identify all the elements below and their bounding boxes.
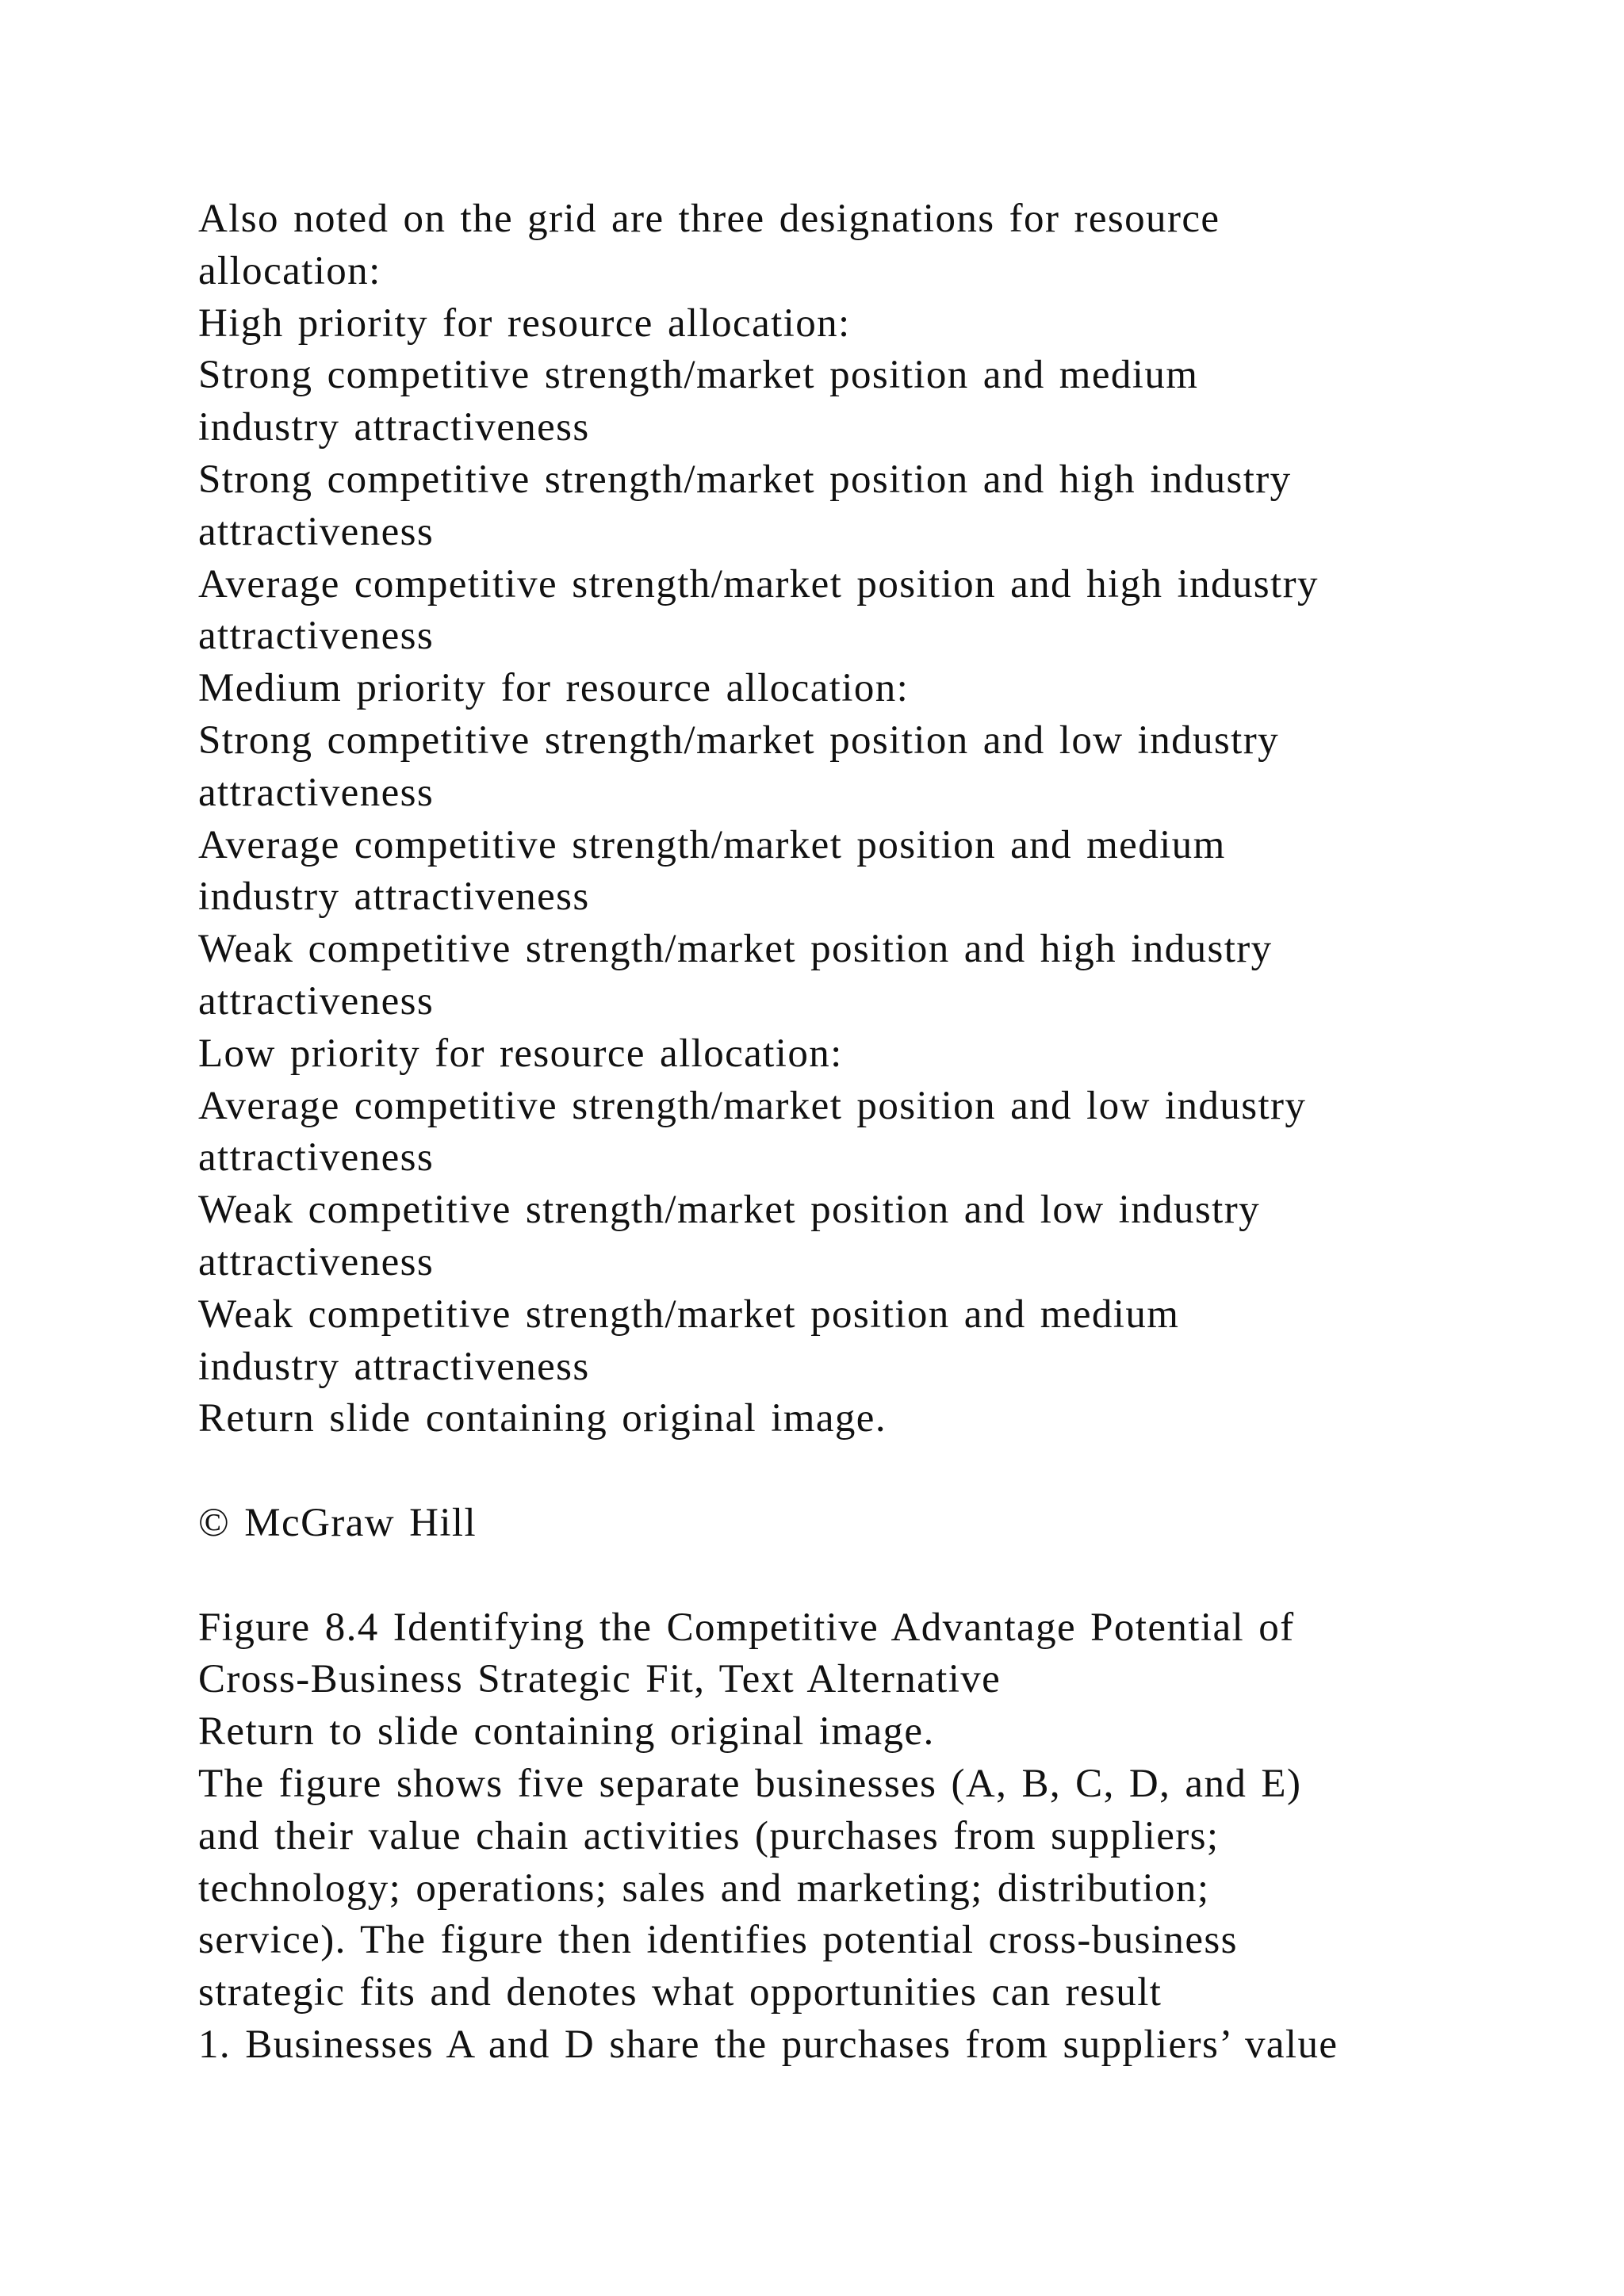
text-line: The figure shows five separate businesses (A, B, C, D, and E) — [198, 1761, 1302, 1806]
text-line: industry attractiveness — [198, 1344, 590, 1389]
text-line: 1. Businesses A and D share the purchases from suppliers’ value — [198, 2022, 1339, 2067]
text-line: Strong competitive strength/market position and medium — [198, 353, 1199, 398]
text-line: Also noted on the grid are three designations for resource — [198, 197, 1220, 241]
document-body — [198, 193, 1515, 2072]
copyright-notice: © McGraw Hill — [198, 1500, 477, 1545]
section-heading-high-priority: High priority for resource allocation: — [198, 300, 851, 346]
text-line: Weak competitive strength/market position and high industry — [198, 927, 1273, 972]
text-line: Strong competitive strength/market position and high industry — [198, 457, 1292, 502]
text-line: attractiveness — [198, 978, 435, 1024]
text-line: strategic fits and denotes what opportunities can result — [198, 1970, 1162, 2015]
text-line: attractiveness — [198, 1239, 435, 1284]
text-line: attractiveness — [198, 614, 435, 659]
return-slide-link[interactable]: Return slide containing original image. — [198, 1396, 887, 1441]
text-line: Weak competitive strength/market position and low industry — [198, 1188, 1261, 1233]
text-line: industry attractiveness — [198, 405, 590, 450]
text-line: and their value chain activities (purchases from suppliers; — [198, 1813, 1220, 1858]
section-heading-medium-priority: Medium priority for resource allocation: — [198, 666, 910, 711]
text-line: Average competitive strength/market position and low industry — [198, 1083, 1307, 1128]
text-line: allocation: — [198, 248, 381, 293]
return-to-slide-link[interactable]: Return to slide containing original image. — [198, 1709, 935, 1755]
text-line: Weak competitive strength/market position and medium — [198, 1292, 1180, 1337]
text-line: attractiveness — [198, 1135, 435, 1181]
figure-title: Figure 8.4 Identifying the Competitive Advantage Potential of — [198, 1605, 1295, 1650]
figure-title: Cross-Business Strategic Fit, Text Alternative — [198, 1657, 1002, 1702]
text-line: attractiveness — [198, 509, 435, 554]
text-line: Average competitive strength/market position and high industry — [198, 561, 1319, 607]
section-heading-low-priority: Low priority for resource allocation: — [198, 1031, 843, 1076]
text-line: Strong competitive strength/market position and low industry — [198, 718, 1280, 763]
text-line: industry attractiveness — [198, 874, 590, 920]
text-line: attractiveness — [198, 770, 435, 815]
blank-line — [198, 1550, 1515, 1602]
blank-line — [198, 1445, 1515, 1498]
text-line: technology; operations; sales and marketing; distribution; — [198, 1866, 1210, 1911]
text-line: service). The figure then identifies potential cross-business — [198, 1918, 1238, 1963]
text-line: Average competitive strength/market position and medium — [198, 822, 1226, 867]
